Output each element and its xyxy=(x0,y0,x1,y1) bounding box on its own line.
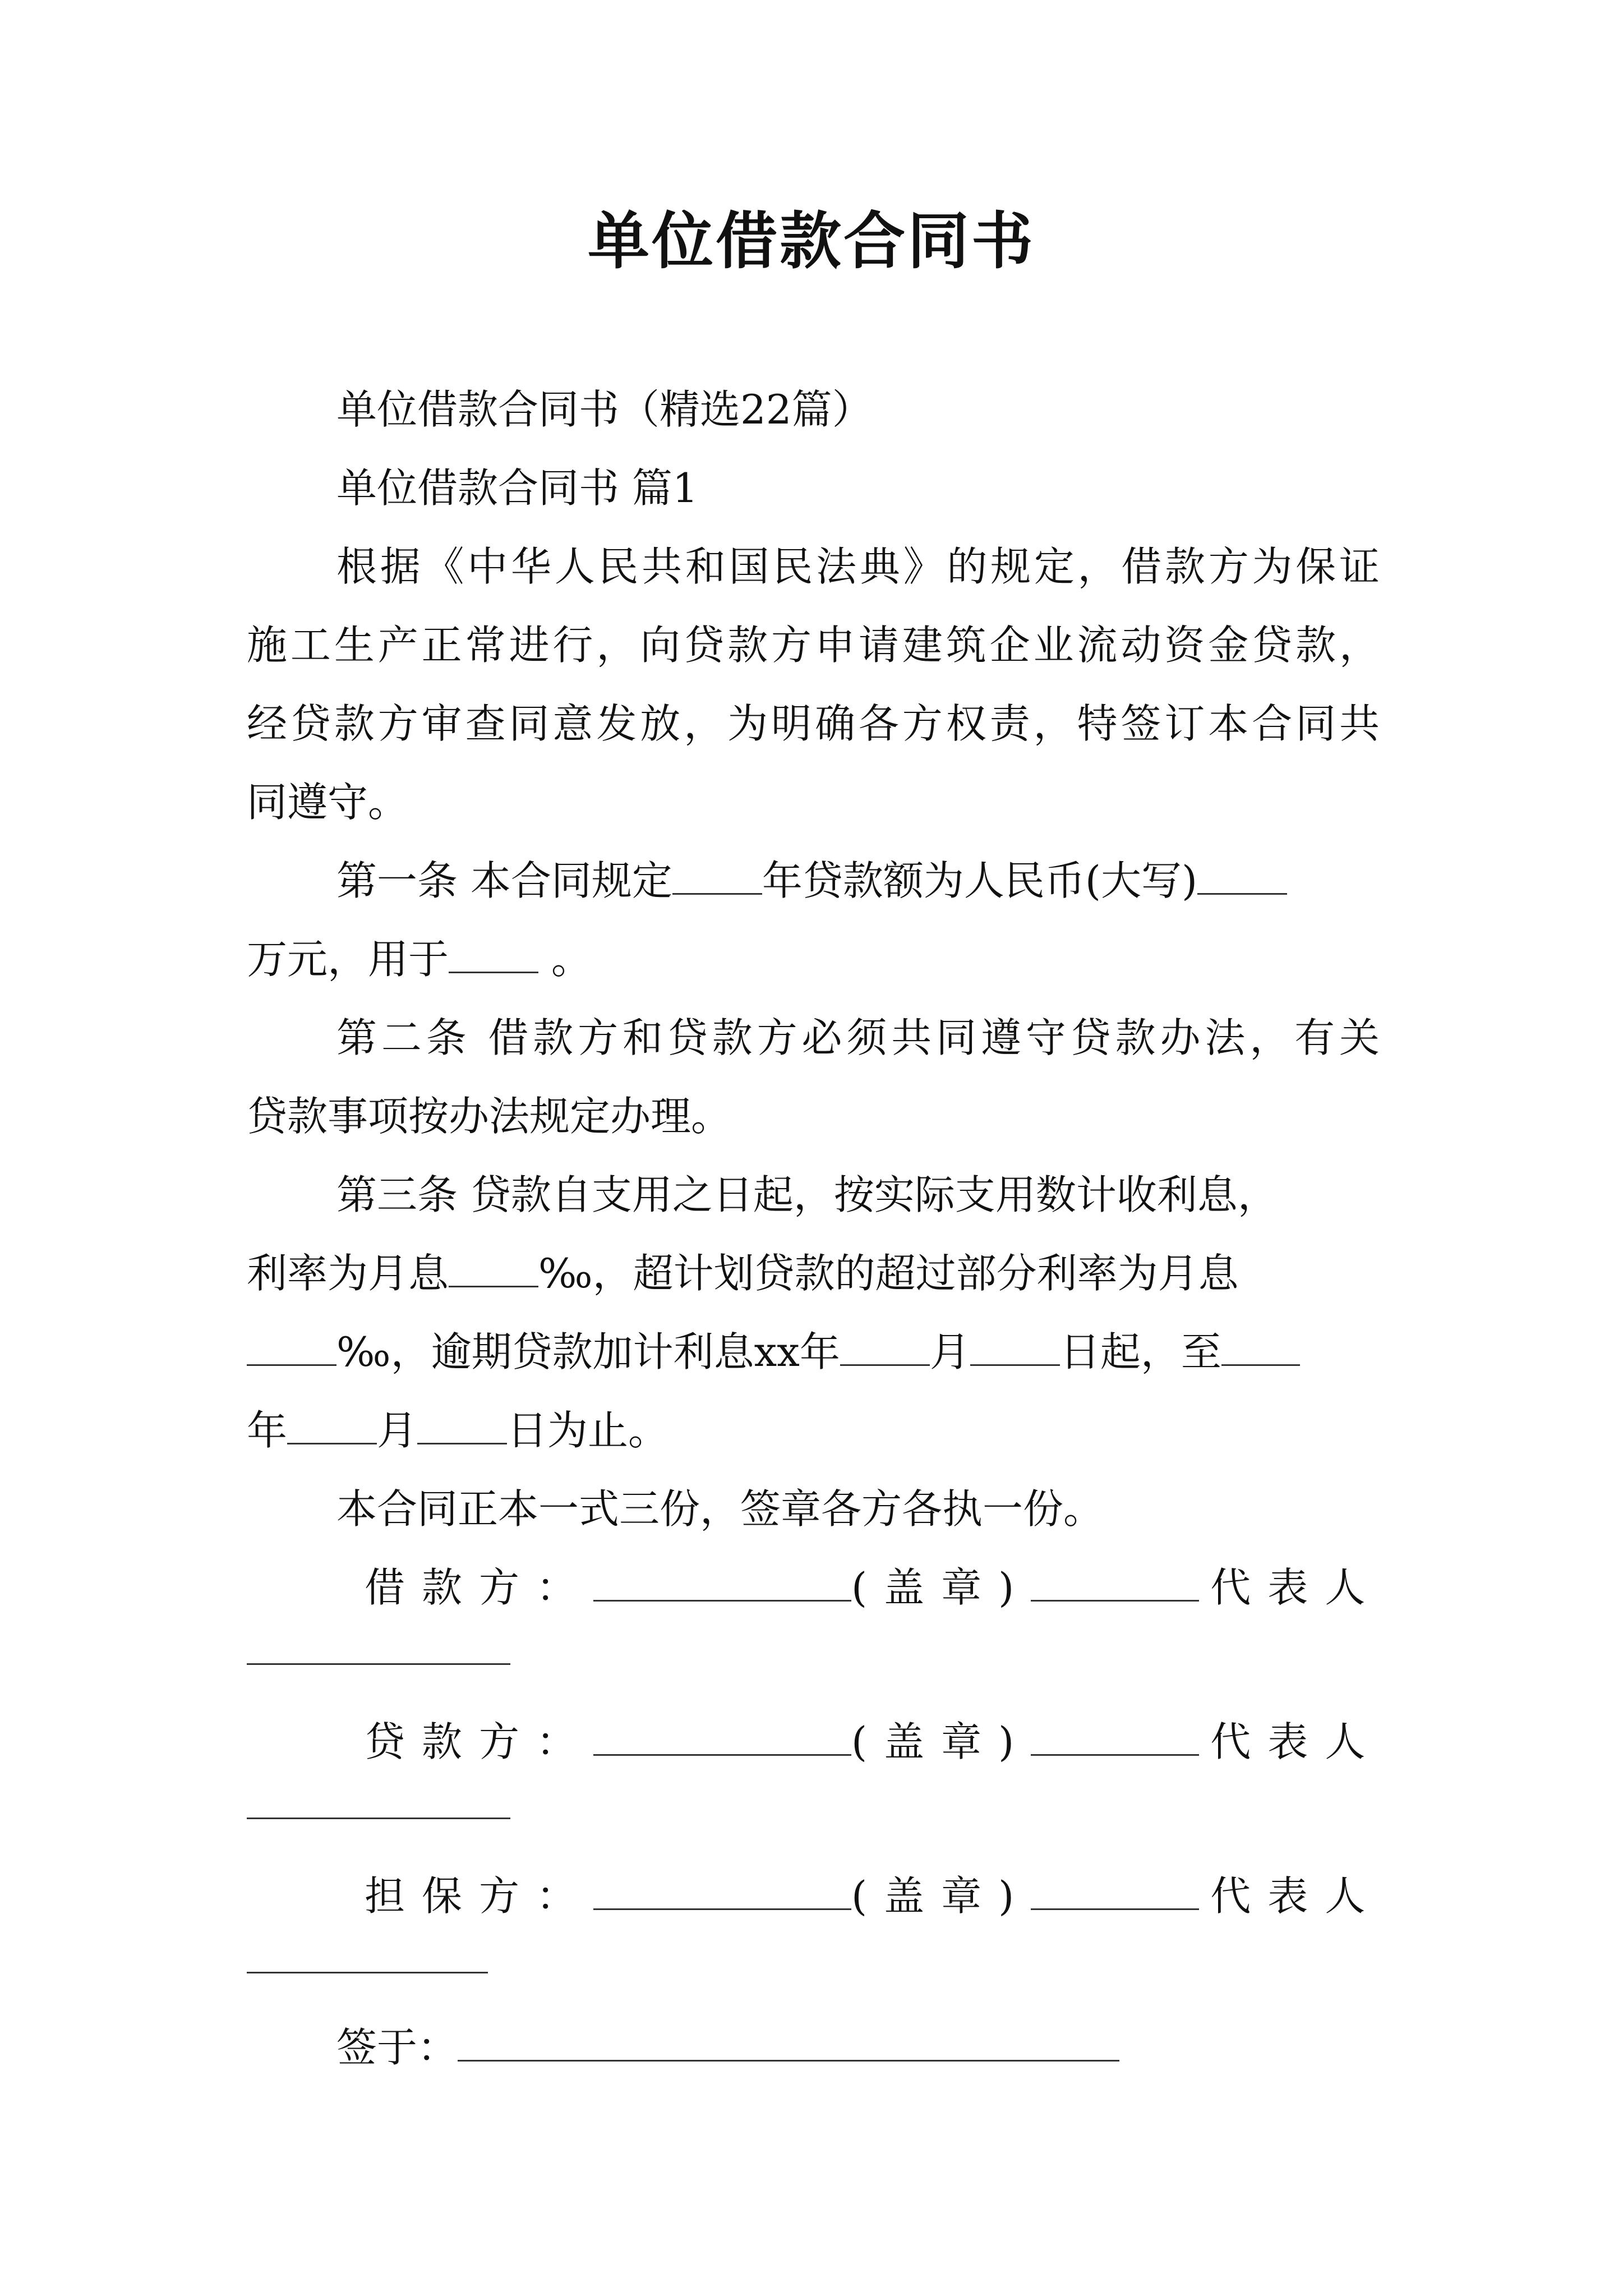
signed-at-row xyxy=(336,2019,1380,2076)
blank-field[interactable] xyxy=(287,1408,377,1444)
section-heading: 单位借款合同书 篇1 xyxy=(336,464,698,512)
article-3-text: 年 xyxy=(247,1407,288,1454)
party-label: 贷款方： xyxy=(365,1718,594,1765)
blank-field[interactable] xyxy=(840,1329,930,1366)
signature-line[interactable] xyxy=(247,1972,488,1973)
party-label: 担保方： xyxy=(365,1872,594,1920)
blank-field[interactable] xyxy=(1031,1565,1199,1602)
signature-line[interactable] xyxy=(247,1818,510,1819)
seal-label: (盖章) xyxy=(851,1718,1031,1765)
blank-field[interactable] xyxy=(449,1251,538,1287)
article-2-line-2: 贷款事项按办法规定办理。 xyxy=(247,1093,732,1140)
blank-field[interactable] xyxy=(593,1719,851,1756)
article-3-text: ‰，超计划贷款的超过部分利率为月息 xyxy=(538,1250,1239,1297)
article-1-line-1 xyxy=(336,853,1380,909)
article-3-line-2 xyxy=(247,1245,1380,1301)
article-1-line-2 xyxy=(247,931,1380,987)
party-label: 借款方： xyxy=(365,1564,594,1611)
article-3-text: 月 xyxy=(377,1407,418,1454)
copies-clause: 本合同正本一式三份，签章各方各执一份。 xyxy=(336,1485,1104,1533)
article-1-text-c: 万元，用于 xyxy=(247,936,449,983)
article-3-text: ‰，逾期贷款加计利息xx年 xyxy=(336,1328,840,1375)
article-1-text-b: 年贷款额为人民币(大写) xyxy=(762,857,1198,904)
blank-field[interactable] xyxy=(1031,1874,1199,1910)
blank-field[interactable] xyxy=(1221,1329,1300,1366)
party-lender-row xyxy=(365,1714,1380,1770)
intro-line-2: 施工生产正常进行，向贷款方申请建筑企业流动资金贷款， xyxy=(247,622,1380,669)
representative-label: 代表人 xyxy=(1210,1564,1382,1611)
seal-label: (盖章) xyxy=(851,1564,1031,1611)
intro-line-1: 根据《中华人民共和国民法典》的规定，借款方为保证 xyxy=(336,543,1380,590)
seal-label: (盖章) xyxy=(851,1872,1031,1920)
party-guarantor-row xyxy=(365,1868,1380,1924)
blank-field[interactable] xyxy=(449,937,538,973)
intro-line-4: 同遵守。 xyxy=(247,779,409,826)
article-1-text-d: 。 xyxy=(538,936,592,983)
signature-line[interactable] xyxy=(247,1663,510,1665)
blank-field[interactable] xyxy=(458,2025,1119,2062)
article-3-text: 日起，至 xyxy=(1059,1328,1221,1375)
blank-field[interactable] xyxy=(1031,1719,1199,1756)
blank-field[interactable] xyxy=(417,1408,507,1444)
blank-field[interactable] xyxy=(1197,858,1287,895)
article-1-text-a: 第一条 本合同规定 xyxy=(336,857,672,904)
document-title: 单位借款合同书 xyxy=(588,205,1035,277)
representative-label: 代表人 xyxy=(1210,1872,1382,1920)
article-3-line-1: 第三条 贷款自支用之日起，按实际支用数计收利息， xyxy=(336,1171,1278,1218)
article-3-text: 日为止。 xyxy=(507,1407,669,1454)
blank-field[interactable] xyxy=(672,858,762,895)
blank-field[interactable] xyxy=(593,1874,851,1910)
blank-field[interactable] xyxy=(970,1329,1060,1366)
article-3-text: 利率为月息 xyxy=(247,1250,449,1297)
signed-at-label: 签于： xyxy=(336,2024,458,2071)
blank-field[interactable] xyxy=(247,1329,336,1366)
party-borrower-row xyxy=(365,1559,1380,1616)
intro-line-3: 经贷款方审查同意发放，为明确各方权责，特签订本合同共 xyxy=(247,700,1380,747)
blank-field[interactable] xyxy=(593,1565,851,1602)
representative-label: 代表人 xyxy=(1210,1718,1382,1765)
article-3-line-3 xyxy=(247,1324,1380,1380)
article-2-line-1: 第二条 借款方和贷款方必须共同遵守贷款办法，有关 xyxy=(336,1014,1380,1061)
article-3-text: 月 xyxy=(929,1328,970,1375)
document-subtitle: 单位借款合同书（精选22篇） xyxy=(336,386,873,433)
article-3-line-4 xyxy=(247,1402,1380,1458)
